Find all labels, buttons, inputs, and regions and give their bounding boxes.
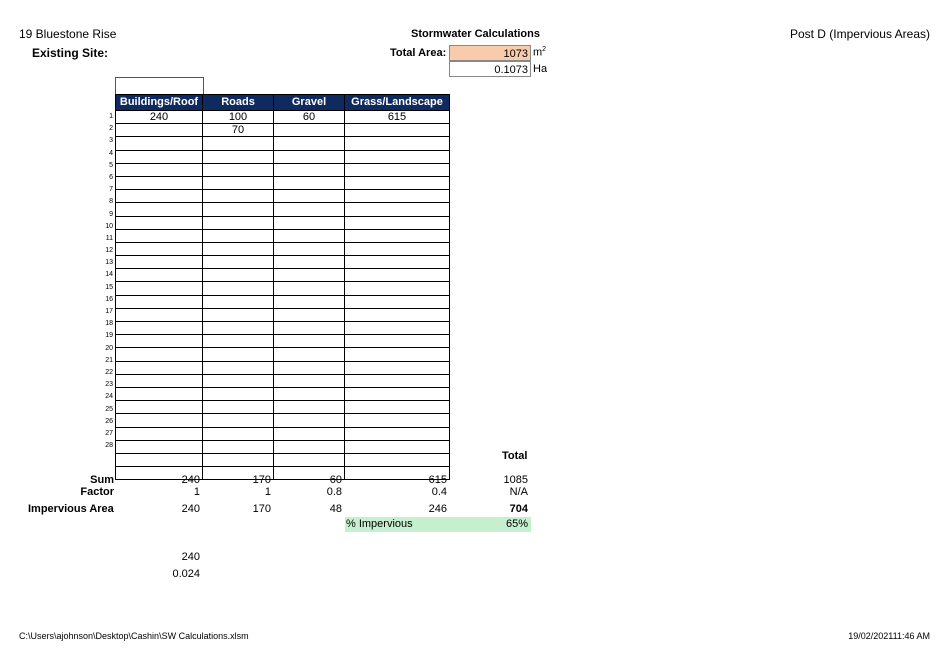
total-label: Total bbox=[502, 450, 528, 462]
table-row bbox=[116, 322, 450, 335]
row-number: 23 bbox=[105, 381, 113, 389]
column-header[interactable]: Grass/Landscape bbox=[345, 95, 450, 111]
factor-value: N/A bbox=[509, 486, 528, 498]
table-row bbox=[116, 124, 450, 137]
table-cell[interactable] bbox=[203, 414, 274, 427]
extra-value-2: 0.024 bbox=[172, 568, 200, 580]
table-cell[interactable] bbox=[345, 282, 450, 295]
table-cell[interactable] bbox=[274, 308, 345, 321]
table-cell[interactable] bbox=[203, 282, 274, 295]
table-cell[interactable] bbox=[345, 414, 450, 427]
table-cell[interactable] bbox=[116, 216, 203, 229]
unit-m: m bbox=[533, 46, 543, 59]
row-number: 2 bbox=[109, 125, 113, 133]
row-number: 12 bbox=[105, 247, 113, 255]
table-cell[interactable] bbox=[116, 190, 203, 203]
table-cell[interactable] bbox=[345, 427, 450, 440]
impervious-value: 704 bbox=[509, 503, 528, 515]
row-number: 4 bbox=[109, 149, 113, 157]
row-number: 16 bbox=[105, 295, 113, 303]
table-cell[interactable] bbox=[345, 322, 450, 335]
table-cell[interactable] bbox=[116, 203, 203, 216]
table-cell[interactable] bbox=[345, 387, 450, 400]
table-cell[interactable]: 615 bbox=[345, 111, 450, 124]
table-cell[interactable] bbox=[274, 216, 345, 229]
table-cell[interactable] bbox=[116, 282, 203, 295]
factor-value: 0.8 bbox=[326, 486, 342, 498]
row-numbers bbox=[100, 111, 115, 452]
table-cell[interactable] bbox=[203, 203, 274, 216]
table-cell[interactable] bbox=[203, 348, 274, 361]
table-cell[interactable] bbox=[345, 176, 450, 189]
table-row bbox=[116, 361, 450, 374]
table-row bbox=[116, 242, 450, 255]
table-cell[interactable] bbox=[203, 453, 274, 466]
table-header bbox=[116, 95, 450, 111]
table-cell[interactable] bbox=[203, 401, 274, 414]
table-cell[interactable] bbox=[274, 427, 345, 440]
factor-value: 1 bbox=[264, 486, 271, 498]
unit-sup: 2 bbox=[542, 46, 547, 53]
table-cell[interactable] bbox=[274, 269, 345, 282]
row-number: 10 bbox=[105, 222, 113, 230]
table-cell[interactable] bbox=[203, 322, 274, 335]
column-header[interactable]: Buildings/Roof bbox=[116, 95, 203, 111]
impervious-value: 170 bbox=[252, 503, 271, 515]
sum-value: 170 bbox=[252, 474, 271, 486]
table-row bbox=[116, 282, 450, 295]
table-cell[interactable] bbox=[274, 387, 345, 400]
table-cell[interactable] bbox=[203, 242, 274, 255]
table-row bbox=[116, 111, 450, 124]
print-datetime: 19/02/202111:46 AM bbox=[848, 631, 930, 641]
sum-value: 240 bbox=[181, 474, 200, 486]
table-cell[interactable] bbox=[274, 229, 345, 242]
row-number: 5 bbox=[109, 161, 113, 169]
table-cell[interactable] bbox=[203, 190, 274, 203]
row-number: 15 bbox=[105, 283, 113, 291]
table-cell[interactable] bbox=[203, 163, 274, 176]
table-cell[interactable] bbox=[345, 190, 450, 203]
table-cell[interactable] bbox=[274, 414, 345, 427]
total-area-label: Total Area: bbox=[390, 47, 447, 59]
table-cell[interactable] bbox=[345, 229, 450, 242]
table-cell[interactable] bbox=[116, 229, 203, 242]
table-cell[interactable] bbox=[203, 229, 274, 242]
table-cell[interactable] bbox=[345, 242, 450, 255]
table-cell[interactable] bbox=[274, 322, 345, 335]
table-row bbox=[116, 440, 450, 453]
table-cell[interactable]: 240 bbox=[116, 111, 203, 124]
table-cell[interactable] bbox=[274, 335, 345, 348]
table-row bbox=[116, 163, 450, 176]
table-cell[interactable] bbox=[274, 361, 345, 374]
table-row bbox=[116, 308, 450, 321]
table-cell[interactable] bbox=[116, 322, 203, 335]
table-cell[interactable] bbox=[116, 137, 203, 150]
table-cell[interactable] bbox=[345, 348, 450, 361]
table-row bbox=[116, 137, 450, 150]
table-cell[interactable] bbox=[274, 440, 345, 453]
table-cell[interactable] bbox=[116, 440, 203, 453]
page-title: Stormwater Calculations bbox=[411, 28, 540, 40]
table-cell[interactable] bbox=[116, 348, 203, 361]
table-cell[interactable] bbox=[203, 256, 274, 269]
table-cell[interactable] bbox=[203, 374, 274, 387]
table-row bbox=[116, 203, 450, 216]
table-cell[interactable] bbox=[116, 308, 203, 321]
table-cell[interactable] bbox=[274, 150, 345, 163]
extra-value-1: 240 bbox=[181, 551, 200, 563]
total-area-ha-value: 0.1073 bbox=[494, 64, 528, 76]
table-row bbox=[116, 295, 450, 308]
row-number: 18 bbox=[105, 320, 113, 328]
table-cell[interactable] bbox=[116, 150, 203, 163]
table-cell[interactable] bbox=[274, 203, 345, 216]
column-header[interactable]: Gravel bbox=[274, 95, 345, 111]
table-cell[interactable] bbox=[274, 453, 345, 466]
sum-value: 1085 bbox=[503, 474, 528, 486]
table-cell[interactable] bbox=[203, 137, 274, 150]
table-cell[interactable] bbox=[203, 440, 274, 453]
row-number: 19 bbox=[105, 332, 113, 340]
table-cell[interactable] bbox=[345, 308, 450, 321]
table-cell[interactable] bbox=[345, 163, 450, 176]
pct-value: 65% bbox=[505, 518, 528, 530]
table-row bbox=[116, 150, 450, 163]
table-cell[interactable] bbox=[345, 361, 450, 374]
table-cell[interactable] bbox=[274, 190, 345, 203]
row-number: 11 bbox=[105, 234, 113, 242]
table-cell[interactable] bbox=[116, 335, 203, 348]
impervious-label: Impervious Area bbox=[28, 503, 114, 515]
factor-value: 1 bbox=[193, 486, 200, 498]
table-cell[interactable] bbox=[116, 256, 203, 269]
impervious-value: 246 bbox=[428, 503, 447, 515]
table-cell[interactable] bbox=[116, 401, 203, 414]
row-number: 20 bbox=[105, 344, 113, 352]
table-cell[interactable]: 70 bbox=[203, 124, 274, 137]
row-number: 8 bbox=[109, 198, 113, 206]
file-path: C:\Users\ajohnson\Desktop\Cashin\SW Calculations.xlsm bbox=[19, 631, 249, 641]
table-cell[interactable] bbox=[274, 163, 345, 176]
table-cell[interactable] bbox=[345, 295, 450, 308]
table-cell[interactable] bbox=[116, 453, 203, 466]
unit-ha: Ha bbox=[533, 63, 548, 75]
table-cell[interactable] bbox=[345, 256, 450, 269]
table-cell[interactable] bbox=[116, 414, 203, 427]
table-cell[interactable] bbox=[116, 269, 203, 282]
table-row bbox=[116, 401, 450, 414]
report-title: Post D (Impervious Areas) bbox=[789, 27, 930, 41]
table-cell[interactable] bbox=[203, 216, 274, 229]
row-number: 27 bbox=[105, 429, 113, 437]
table-cell[interactable] bbox=[203, 295, 274, 308]
total-area-m2-value: 1073 bbox=[503, 48, 528, 60]
table-cell[interactable] bbox=[116, 374, 203, 387]
row-number: 7 bbox=[109, 186, 113, 194]
table-cell[interactable] bbox=[345, 137, 450, 150]
table-cell[interactable] bbox=[116, 295, 203, 308]
table-cell[interactable] bbox=[345, 203, 450, 216]
table-cell[interactable] bbox=[345, 440, 450, 453]
table-row bbox=[116, 190, 450, 203]
table-cell[interactable] bbox=[274, 124, 345, 137]
table-row bbox=[116, 427, 450, 440]
table-cell[interactable] bbox=[116, 163, 203, 176]
row-number: 13 bbox=[105, 259, 113, 267]
table-cell[interactable] bbox=[203, 269, 274, 282]
table-cell[interactable] bbox=[116, 176, 203, 189]
table-cell[interactable] bbox=[274, 256, 345, 269]
table-cell[interactable] bbox=[203, 150, 274, 163]
table-row bbox=[116, 229, 450, 242]
table-cell[interactable] bbox=[116, 124, 203, 137]
table-cell[interactable] bbox=[345, 374, 450, 387]
sum-value: 615 bbox=[428, 474, 447, 486]
table-cell[interactable] bbox=[116, 387, 203, 400]
table-cell[interactable] bbox=[345, 335, 450, 348]
table-cell[interactable] bbox=[116, 427, 203, 440]
empty-cell[interactable] bbox=[115, 77, 204, 95]
row-number: 14 bbox=[105, 271, 113, 279]
table-cell[interactable] bbox=[345, 150, 450, 163]
area-table bbox=[115, 94, 450, 480]
total-area-m2[interactable] bbox=[449, 45, 531, 61]
impervious-pct-bar bbox=[345, 517, 531, 532]
row-number: 26 bbox=[105, 417, 113, 425]
table-cell[interactable] bbox=[274, 137, 345, 150]
table-cell[interactable] bbox=[274, 242, 345, 255]
table-cell[interactable] bbox=[203, 361, 274, 374]
row-number: 21 bbox=[105, 356, 113, 364]
factor-value: 0.4 bbox=[431, 486, 447, 498]
total-area-ha[interactable] bbox=[449, 61, 531, 77]
row-number: 24 bbox=[105, 393, 113, 401]
table-row bbox=[116, 269, 450, 282]
section-title: Existing Site: bbox=[32, 46, 109, 60]
row-number: 25 bbox=[105, 405, 113, 413]
row-number: 17 bbox=[105, 308, 113, 315]
row-number: 9 bbox=[109, 210, 113, 218]
table-cell[interactable]: 60 bbox=[274, 111, 345, 124]
table-cell[interactable] bbox=[345, 216, 450, 229]
table-cell[interactable] bbox=[116, 361, 203, 374]
factor-label: Factor bbox=[80, 486, 114, 498]
table-cell[interactable] bbox=[274, 295, 345, 308]
table-row bbox=[116, 387, 450, 400]
table-cell[interactable] bbox=[274, 374, 345, 387]
sum-label: Sum bbox=[90, 474, 114, 486]
table-cell[interactable] bbox=[116, 242, 203, 255]
row-number: 6 bbox=[109, 173, 113, 181]
impervious-value: 48 bbox=[329, 503, 342, 515]
table-cell[interactable] bbox=[274, 348, 345, 361]
table-cell[interactable] bbox=[274, 401, 345, 414]
table-cell[interactable] bbox=[345, 453, 450, 466]
table-row bbox=[116, 374, 450, 387]
address: 19 Bluestone Rise bbox=[19, 27, 117, 41]
row-number: 3 bbox=[109, 137, 113, 145]
table-row bbox=[116, 176, 450, 189]
pct-label: % Impervious bbox=[346, 518, 413, 530]
table-cell[interactable] bbox=[203, 335, 274, 348]
table-cell[interactable] bbox=[203, 176, 274, 189]
sum-value: 60 bbox=[329, 474, 342, 486]
table-cell[interactable] bbox=[203, 308, 274, 321]
table-row bbox=[116, 335, 450, 348]
table-row bbox=[116, 256, 450, 269]
table-cell[interactable] bbox=[274, 176, 345, 189]
table-cell[interactable] bbox=[345, 124, 450, 137]
table-row bbox=[116, 414, 450, 427]
table-row bbox=[116, 348, 450, 361]
table-cell[interactable] bbox=[274, 282, 345, 295]
column-header[interactable]: Roads bbox=[203, 95, 274, 111]
unit-m2 bbox=[533, 46, 546, 59]
row-number: 22 bbox=[105, 368, 113, 376]
table-row bbox=[116, 453, 450, 466]
table-cell[interactable] bbox=[203, 427, 274, 440]
table-row bbox=[116, 216, 450, 229]
table-cell[interactable] bbox=[203, 387, 274, 400]
row-number: 28 bbox=[105, 442, 113, 450]
table-cell[interactable]: 100 bbox=[203, 111, 274, 124]
impervious-value: 240 bbox=[181, 503, 200, 515]
table-cell[interactable] bbox=[345, 269, 450, 282]
row-number: 1 bbox=[109, 113, 113, 120]
table-cell[interactable] bbox=[345, 401, 450, 414]
